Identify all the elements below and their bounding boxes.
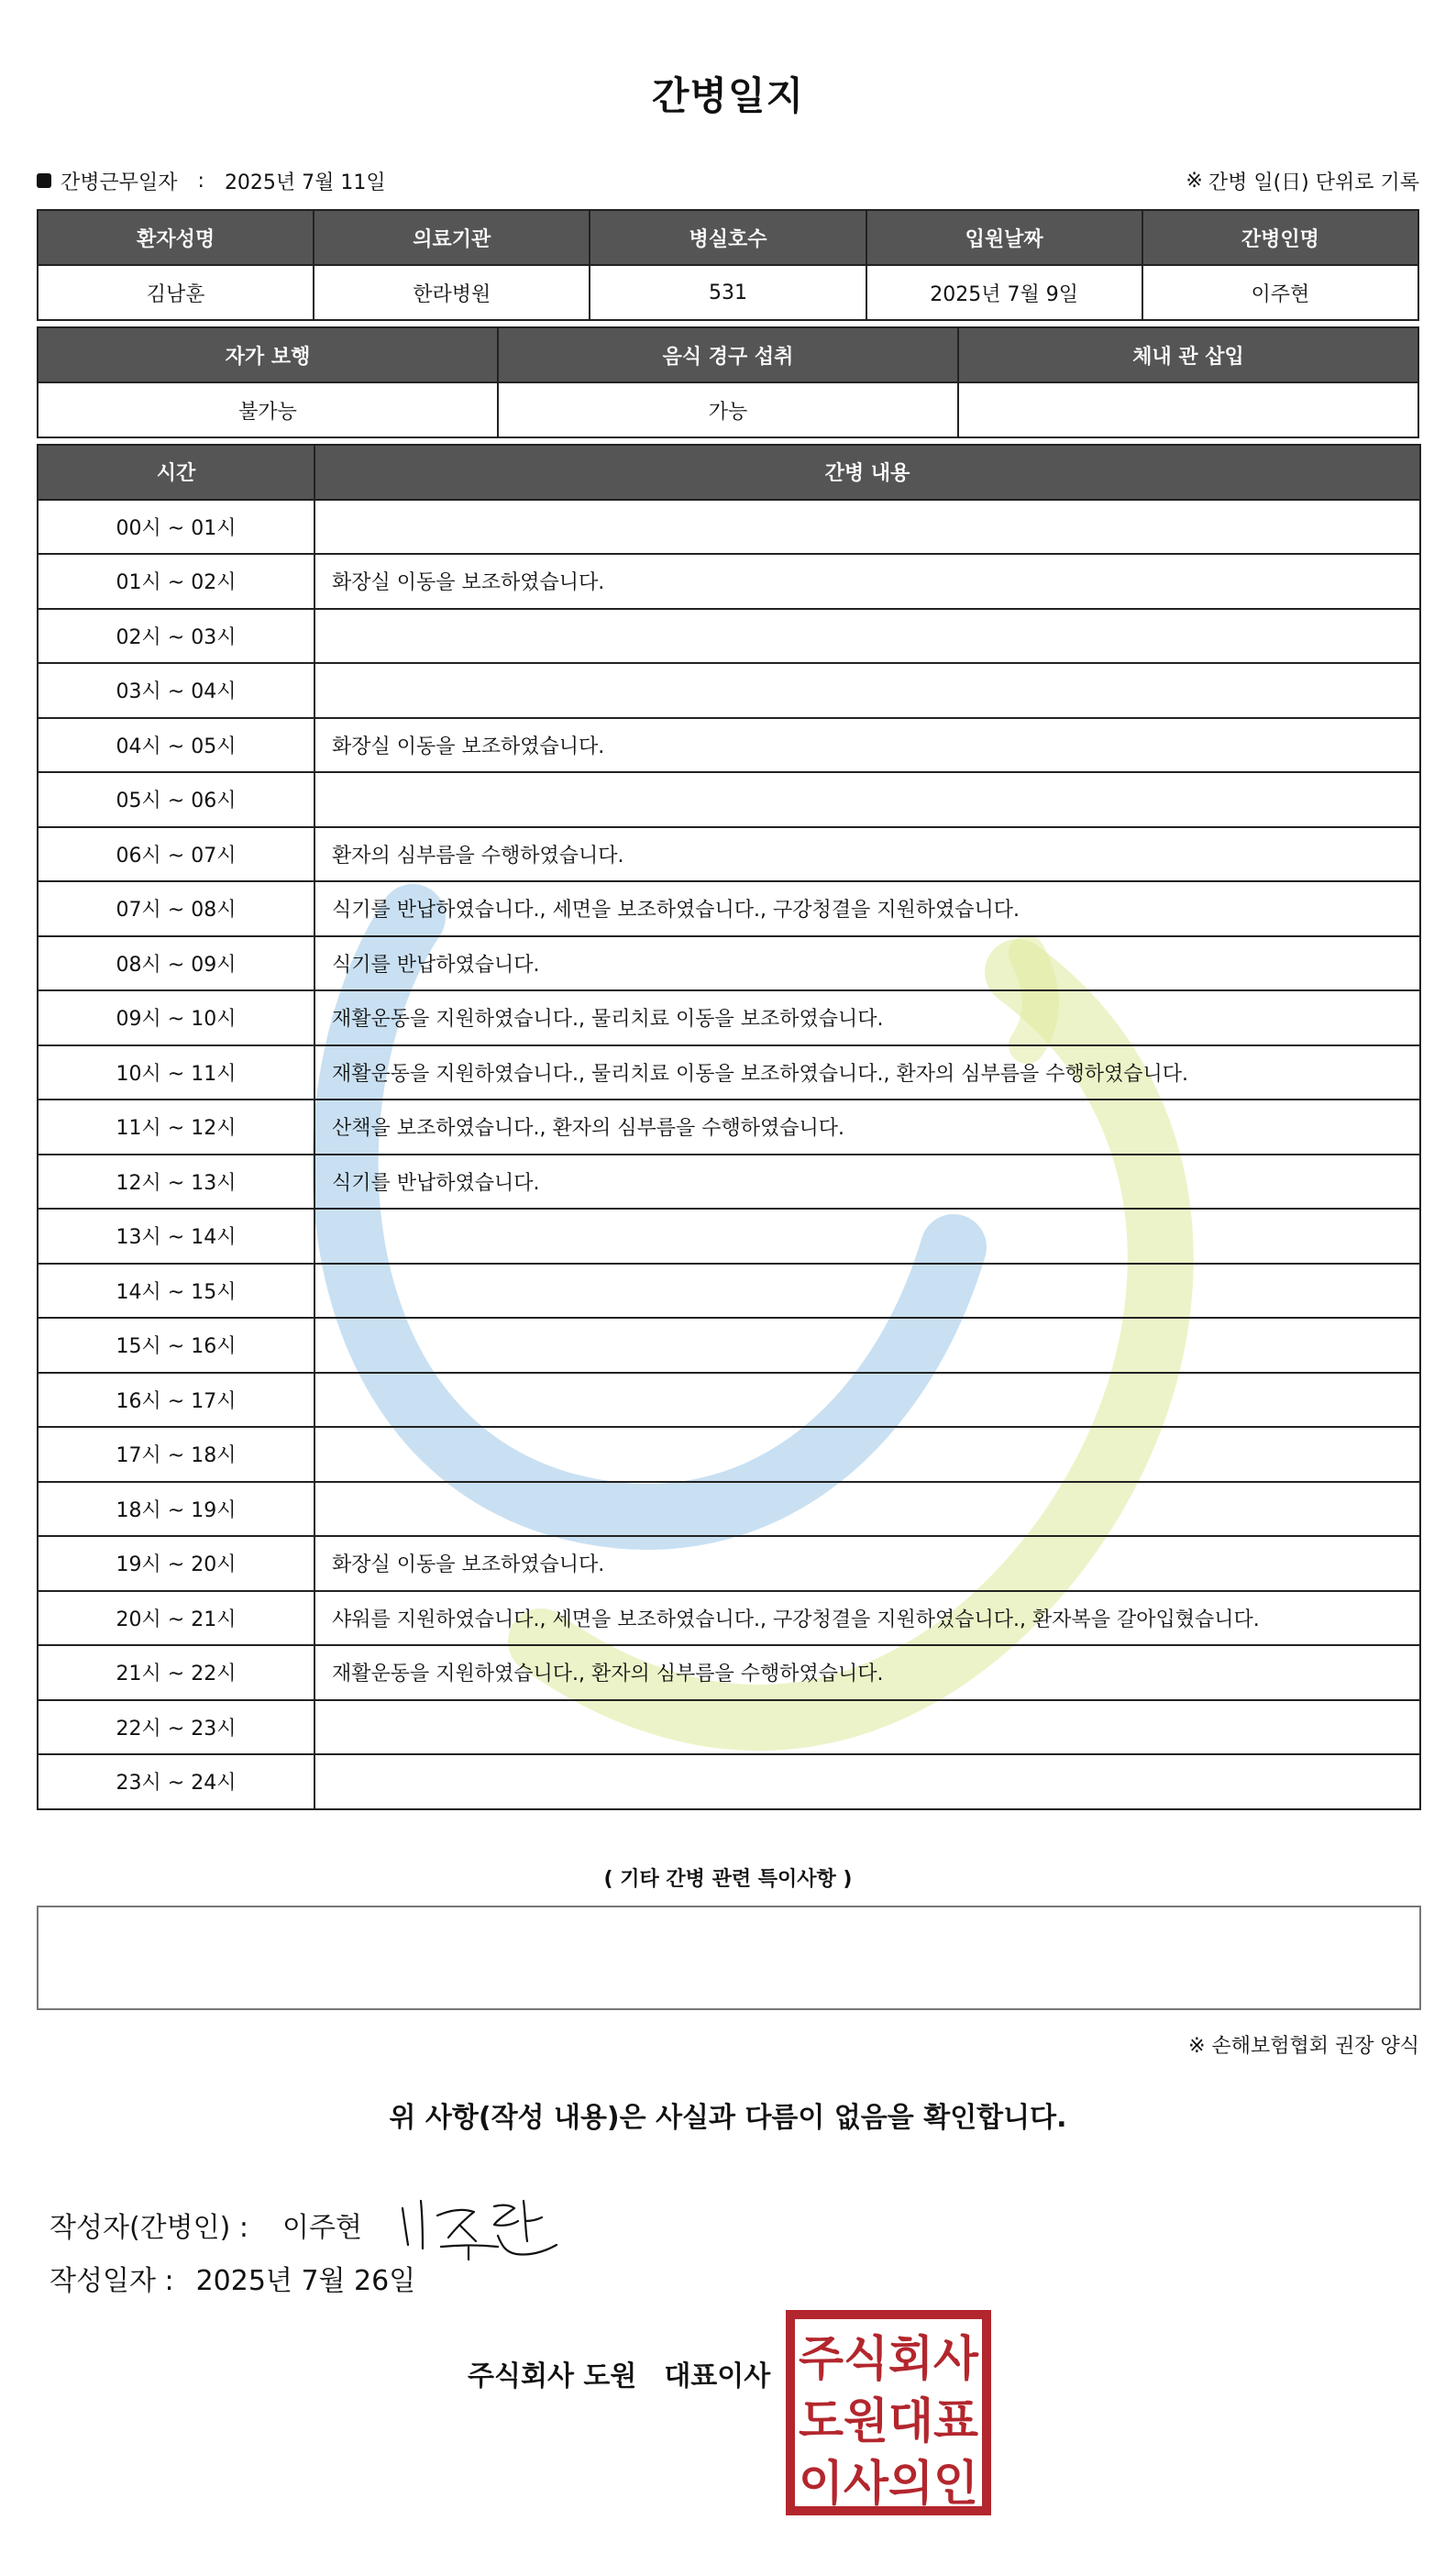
- work-date-value: 2025년 7월 11일: [224, 171, 386, 194]
- time-slot: 07시 ~ 08시: [38, 881, 314, 936]
- table-row: [38, 1318, 1420, 1373]
- patient-status-header-row: [38, 327, 1418, 382]
- self-walking-value: 불가능: [38, 382, 498, 437]
- header-admission-date: 입원날짜: [866, 210, 1142, 265]
- care-content: 식기를 반납하였습니다., 세면을 보조하였습니다., 구강청결을 지원하였습니다.: [314, 881, 1420, 936]
- table-row: [38, 1591, 1420, 1646]
- care-content: [314, 1264, 1420, 1319]
- handwritten-signature-icon: [395, 2188, 560, 2261]
- time-slot: 14시 ~ 15시: [38, 1264, 314, 1319]
- table-row: [38, 881, 1420, 936]
- header-caregiver-name: 간병인명: [1142, 210, 1418, 265]
- remarks-title: ( 기타 간병 관련 특이사항 ): [603, 1868, 853, 1891]
- table-row: [38, 936, 1420, 991]
- patient-status-table: [37, 326, 1419, 438]
- table-row: [38, 1536, 1420, 1591]
- time-slot: 15시 ~ 16시: [38, 1318, 314, 1373]
- document-title: 간병일지: [651, 73, 805, 118]
- table-row: [38, 1645, 1420, 1700]
- table-row: [38, 1209, 1420, 1264]
- care-content: 화장실 이동을 보조하였습니다.: [314, 718, 1420, 773]
- care-content: [314, 1427, 1420, 1482]
- care-content: 재활운동을 지원하였습니다., 물리치료 이동을 보조하였습니다.: [314, 990, 1420, 1045]
- care-content: [314, 1700, 1420, 1755]
- table-row: [38, 1427, 1420, 1482]
- care-content: [314, 1209, 1420, 1264]
- time-slot: 18시 ~ 19시: [38, 1482, 314, 1537]
- care-content: 식기를 반납하였습니다.: [314, 936, 1420, 991]
- time-slot: 23시 ~ 24시: [38, 1754, 314, 1809]
- time-slot: 10시 ~ 11시: [38, 1045, 314, 1100]
- patient-info-header-row: [38, 210, 1418, 265]
- writer-row: [50, 2188, 560, 2261]
- header-patient-name: 환자성명: [38, 210, 314, 265]
- care-content: [314, 1754, 1420, 1809]
- tube-insertion-value: [958, 382, 1418, 437]
- company-name: 주식회사 도원: [468, 2360, 637, 2393]
- header-self-walking: 자가 보행: [38, 327, 498, 382]
- time-slot: 21시 ~ 22시: [38, 1645, 314, 1700]
- note-mark-icon: ※: [1186, 169, 1203, 193]
- writer-label: 작성자(간병인) :: [50, 2212, 248, 2244]
- remarks-box: [37, 1906, 1421, 2010]
- svg-text:주식회사: 주식회사: [799, 2332, 979, 2387]
- care-content: 샤워를 지원하였습니다., 세면을 보조하였습니다., 구강청결을 지원하였습니다., 환자복을 갈아입혔습니다.: [314, 1591, 1420, 1646]
- care-content: [314, 1482, 1420, 1537]
- written-date-row: [50, 2258, 415, 2298]
- svg-text:이사의인: 이사의인: [799, 2457, 978, 2512]
- care-content: [314, 609, 1420, 664]
- time-slot: 16시 ~ 17시: [38, 1373, 314, 1428]
- care-content: [314, 663, 1420, 718]
- written-date-label: 작성일자 :: [50, 2265, 174, 2297]
- company-signature-block: [468, 2353, 770, 2393]
- time-slot: 03시 ~ 04시: [38, 663, 314, 718]
- patient-name: 김남훈: [38, 265, 314, 320]
- written-date-value: 2025년 7월 26일: [195, 2265, 416, 2297]
- time-slot: 00시 ~ 01시: [38, 500, 314, 555]
- record-note-text: 간병 일(日) 단위로 기록: [1208, 171, 1419, 194]
- header-time: 시간: [38, 445, 314, 500]
- time-slot: 13시 ~ 14시: [38, 1209, 314, 1264]
- header-hospital: 의료기관: [314, 210, 590, 265]
- room-number: 531: [590, 265, 866, 320]
- table-row: [38, 500, 1420, 555]
- header-tube-insertion: 체내 관 삽입: [958, 327, 1418, 382]
- svg-text:도원대표: 도원대표: [799, 2394, 978, 2449]
- record-note: [1186, 167, 1419, 195]
- care-content: [314, 772, 1420, 827]
- table-row: [38, 827, 1420, 882]
- care-log-header-row: [38, 445, 1420, 500]
- patient-info-value-row: [38, 265, 1418, 320]
- time-slot: 06시 ~ 07시: [38, 827, 314, 882]
- header-care-content: 간병 내용: [314, 445, 1420, 500]
- square-bullet-icon: [37, 173, 51, 188]
- writer-name: 이주현: [282, 2212, 362, 2244]
- patient-status-value-row: [38, 382, 1418, 437]
- company-title: 대표이사: [664, 2360, 771, 2393]
- work-date-label: 간병근무일자: [61, 171, 178, 194]
- time-slot: 05시 ~ 06시: [38, 772, 314, 827]
- company-seal-stamp-icon: [785, 2309, 992, 2516]
- table-row: [38, 1482, 1420, 1537]
- time-slot: 22시 ~ 23시: [38, 1700, 314, 1755]
- time-slot: 20시 ~ 21시: [38, 1591, 314, 1646]
- time-slot: 11시 ~ 12시: [38, 1100, 314, 1155]
- table-row: [38, 1264, 1420, 1319]
- care-content: 재활운동을 지원하였습니다., 물리치료 이동을 보조하였습니다., 환자의 심부름을 수행하였습니다.: [314, 1045, 1420, 1100]
- care-content: 화장실 이동을 보조하였습니다.: [314, 554, 1420, 609]
- time-slot: 04시 ~ 05시: [38, 718, 314, 773]
- header-room-number: 병실호수: [590, 210, 866, 265]
- care-log-table: [37, 444, 1421, 1810]
- table-row: [38, 1700, 1420, 1755]
- patient-info-table: [37, 209, 1419, 321]
- table-row: [38, 990, 1420, 1045]
- meta-row: [37, 165, 1419, 196]
- confirmation-statement: 위 사항(작성 내용)은 사실과 다름이 없음을 확인합니다.: [389, 2102, 1067, 2134]
- table-row: [38, 1373, 1420, 1428]
- care-content: 산책을 보조하였습니다., 환자의 심부름을 수행하였습니다.: [314, 1100, 1420, 1155]
- oral-intake-value: 가능: [498, 382, 958, 437]
- time-slot: 09시 ~ 10시: [38, 990, 314, 1045]
- time-slot: 19시 ~ 20시: [38, 1536, 314, 1591]
- time-slot: 12시 ~ 13시: [38, 1155, 314, 1210]
- header-oral-intake: 음식 경구 섭취: [498, 327, 958, 382]
- table-row: [38, 1155, 1420, 1210]
- time-slot: 01시 ~ 02시: [38, 554, 314, 609]
- care-content: 식기를 반납하였습니다.: [314, 1155, 1420, 1210]
- table-row: [38, 1100, 1420, 1155]
- time-slot: 08시 ~ 09시: [38, 936, 314, 991]
- form-note: ※ 손해보험협회 권장 양식: [1188, 2035, 1419, 2058]
- admission-date: 2025년 7월 9일: [866, 265, 1142, 320]
- table-row: [38, 772, 1420, 827]
- time-slot: 02시 ~ 03시: [38, 609, 314, 664]
- table-row: [38, 718, 1420, 773]
- table-row: [38, 1045, 1420, 1100]
- table-row: [38, 554, 1420, 609]
- care-content: 재활운동을 지원하였습니다., 환자의 심부름을 수행하였습니다.: [314, 1645, 1420, 1700]
- care-content: [314, 1318, 1420, 1373]
- work-date-colon: :: [197, 169, 204, 193]
- care-content: [314, 500, 1420, 555]
- care-content: 환자의 심부름을 수행하였습니다.: [314, 827, 1420, 882]
- care-content: 화장실 이동을 보조하였습니다.: [314, 1536, 1420, 1591]
- care-content: [314, 1373, 1420, 1428]
- table-row: [38, 1754, 1420, 1809]
- table-row: [38, 609, 1420, 664]
- work-date: [37, 167, 386, 195]
- caregiver-name: 이주현: [1142, 265, 1418, 320]
- table-row: [38, 663, 1420, 718]
- time-slot: 17시 ~ 18시: [38, 1427, 314, 1482]
- care-log-rows: [38, 500, 1420, 1809]
- hospital-name: 한라병원: [314, 265, 590, 320]
